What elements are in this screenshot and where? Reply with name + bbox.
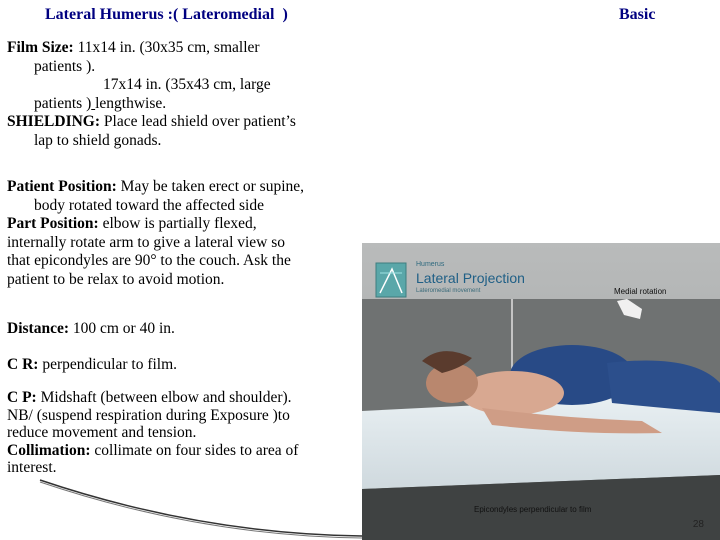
patient-position-label: Patient Position: [7, 178, 117, 195]
decorative-underline [0, 478, 362, 540]
collimation-line2: interest. [7, 459, 57, 476]
position-block [7, 178, 304, 289]
positioning-photo [362, 243, 720, 540]
epicondyles-label: Epicondyles perpendicular to film [474, 505, 592, 514]
note-line2: reduce movement and tension. [7, 424, 197, 441]
shielding-line2: lap to shield gonads. [34, 131, 162, 149]
central-ray-label: C R: [7, 356, 39, 373]
collimation-line1: collimate on four sides to area of [90, 441, 299, 459]
brand-small: Humerus [416, 261, 445, 268]
part-position-line3: that epicondyles are 90° to the couch. Ask the [7, 252, 291, 269]
patient-position-line2: body rotated toward the affected side [34, 196, 264, 214]
part-position-line2: internally rotate arm to give a lateral view so [7, 233, 286, 251]
distance-line [7, 320, 175, 339]
film-size-label: Film Size: [7, 39, 74, 56]
shielding-label: SHIELDING: [7, 113, 101, 130]
note-line1: NB/ (suspend respiration during Exposure )to [7, 406, 290, 424]
patient-position-line1: May be taken erect or supine, [116, 178, 304, 195]
film-size-line4a: patients ) [34, 94, 92, 112]
central-point-label: C P: [7, 389, 37, 406]
medial-rotation-label: Medial rotation [614, 287, 667, 296]
film-size-line3: 17x14 in. (35x43 cm, large [103, 76, 271, 93]
projection-level: Basic [619, 6, 656, 23]
distance-label: Distance: [7, 320, 69, 337]
page-number: 28 [692, 519, 704, 530]
part-position-line1: elbow is partially flexed, [98, 215, 257, 232]
shielding-line1: Place lead shield over patient’s [100, 113, 296, 130]
central-ray-line [7, 356, 177, 375]
brand-sub: Lateromedial movement [416, 288, 481, 294]
part-position-line4: patient to be relax to avoid motion. [7, 270, 225, 288]
collimation-label: Collimation: [7, 441, 91, 459]
brand-title: Lateral Projection [416, 270, 525, 286]
film-size-line4b: lengthwise. [95, 94, 167, 112]
film-size-block [7, 39, 296, 150]
central-point-text: Midshaft (between elbow and shoulder). [36, 389, 292, 406]
part-position-label: Part Position: [7, 215, 99, 232]
film-size-line1: 11x14 in. (30x35 cm, smaller [73, 39, 260, 56]
central-ray-text: perpendicular to film. [38, 356, 178, 373]
cp-block [7, 389, 298, 477]
film-size-line2: patients ). [34, 57, 96, 75]
page-title: Lateral Humerus :( Lateromedial ) [45, 6, 288, 23]
distance-text: 100 cm or 40 in. [69, 320, 175, 337]
